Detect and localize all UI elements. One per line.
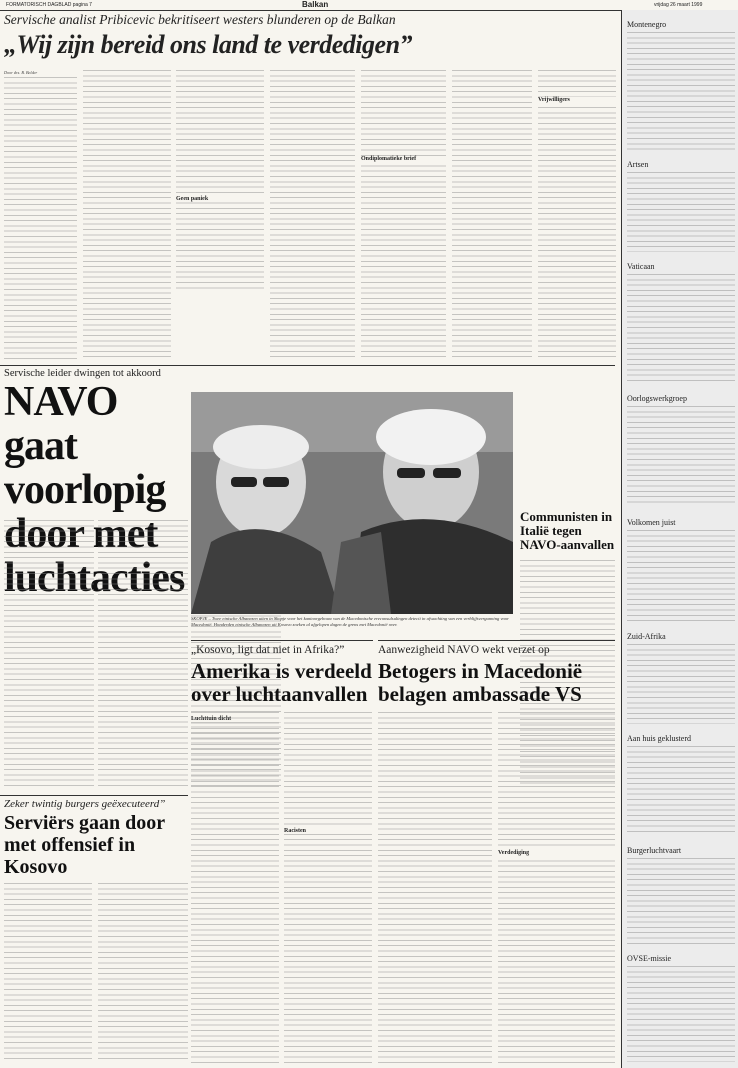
sidebar-head-ovse: OVSE-missie xyxy=(627,954,671,963)
lead-col-1 xyxy=(4,70,77,360)
betogers-col-2 xyxy=(498,712,615,1064)
subhead-geen-paniek: Geen paniek xyxy=(176,196,264,202)
kosovo-col-2 xyxy=(284,712,372,1064)
kosovo-kicker: „Kosovo, ligt dat niet in Afrika?” xyxy=(191,644,345,656)
sidebar-text-montenegro xyxy=(627,32,735,152)
section-rule-4 xyxy=(378,640,615,641)
communisten-headline: Communisten in Italië tegen NAVO-aanvallen xyxy=(520,509,615,552)
sidebar-text-aan-huis xyxy=(627,746,735,836)
lead-kicker: Servische analist Pribicevic bekritiseert westers blunderen op de Balkan xyxy=(4,12,396,27)
lead-col-2 xyxy=(83,70,171,360)
executed-headline: Serviërs gaan door met offensief in Kosovo xyxy=(4,812,165,878)
lead-col-5 xyxy=(361,70,446,360)
sidebar-head-volkomen-juist: Volkomen juist xyxy=(627,518,676,527)
subhead-verdediging: Verdediging xyxy=(498,850,615,856)
subhead-luchttuin: Luchttuin dicht xyxy=(191,716,281,722)
navo-kicker: Servische leider dwingen tot akkoord xyxy=(4,368,161,379)
sidebar-head-aan-huis: Aan huis geklusterd xyxy=(627,734,691,743)
navo-headline: NAVO gaat voorlopig door met luchtacties xyxy=(4,379,185,601)
masthead-left: FORMATORISCH DAGBLAD pagina 7 xyxy=(6,2,92,8)
sidebar-text-artsen xyxy=(627,172,735,252)
sidebar-text-volkomen-juist xyxy=(627,530,735,622)
lead-col-4 xyxy=(270,70,355,360)
executed-col-1 xyxy=(4,883,92,1063)
subhead-vrijwilligers: Vrijwilligers xyxy=(538,97,616,103)
photo-image xyxy=(191,392,513,614)
sidebar-divider xyxy=(621,10,622,1068)
lead-byline: Door drs. B. Belder xyxy=(4,70,38,75)
sidebar-head-vaticaan: Vaticaan xyxy=(627,262,655,271)
kosovo-col-1 xyxy=(191,712,279,1064)
betogers-headline: Betogers in Macedonië belagen ambassade VS xyxy=(378,659,583,706)
sidebar-text-burgerluchtvaart xyxy=(627,858,735,944)
betogers-col-1 xyxy=(378,712,492,1064)
lead-col-7 xyxy=(538,70,616,360)
lead-col-6 xyxy=(452,70,532,360)
navo-col-2 xyxy=(98,520,188,788)
sidebar-text-zuid-afrika xyxy=(627,644,735,724)
masthead xyxy=(0,0,738,10)
executed-kicker: Zeker twintig burgers geëxecuteerd” xyxy=(4,798,166,810)
sidebar-text-vaticaan xyxy=(627,274,735,384)
lead-col-3 xyxy=(176,70,264,290)
lead-headline: „Wij zijn bereid ons land te verdedigen” xyxy=(4,30,413,59)
sidebar-head-oorlogswerkgroep: Oorlogswerkgroep xyxy=(627,394,687,403)
masthead-date: vrijdag 26 maart 1999 xyxy=(654,2,703,8)
sidebar-text-oorlogswerkgroep xyxy=(627,406,735,506)
section-rule-1 xyxy=(0,365,615,366)
section-rule-2 xyxy=(0,795,188,796)
sidebar-head-zuid-afrika: Zuid-Afrika xyxy=(627,632,666,641)
kosovo-headline: Amerika is verdeeld over luchtaanvallen xyxy=(191,659,372,706)
betogers-kicker: Aanwezigheid NAVO wekt verzet op xyxy=(378,644,550,656)
sidebar-text-ovse xyxy=(627,966,735,1062)
subhead-ondiplomatiek: Ondiplomatieke brief xyxy=(361,156,446,162)
subhead-racisten: Racisten xyxy=(284,828,372,834)
executed-col-2 xyxy=(98,883,188,1063)
sidebar-head-montenegro: Montenegro xyxy=(627,20,667,29)
section-name: Balkan xyxy=(302,0,329,9)
photo-caption: SKOPJE – Twee etnische Albanezen uiten in Skopje voor het kantoorgebouw van de Macedonische ereconsulsulingen detecti in afwachting van een verblijfsvergunning voor Macedonië. Honderden etnische Albanezen uit Kosovo zoeken al afgelopen dagen de grens met Macedonië over. xyxy=(191,616,509,627)
section-rule-3 xyxy=(191,640,373,641)
navo-col-1 xyxy=(4,520,94,788)
lead-text-block xyxy=(4,77,77,363)
sidebar-head-artsen: Artsen xyxy=(627,160,649,169)
news-photo xyxy=(191,392,513,614)
sidebar-head-burgerluchtvaart: Burgerluchtvaart xyxy=(627,846,682,855)
